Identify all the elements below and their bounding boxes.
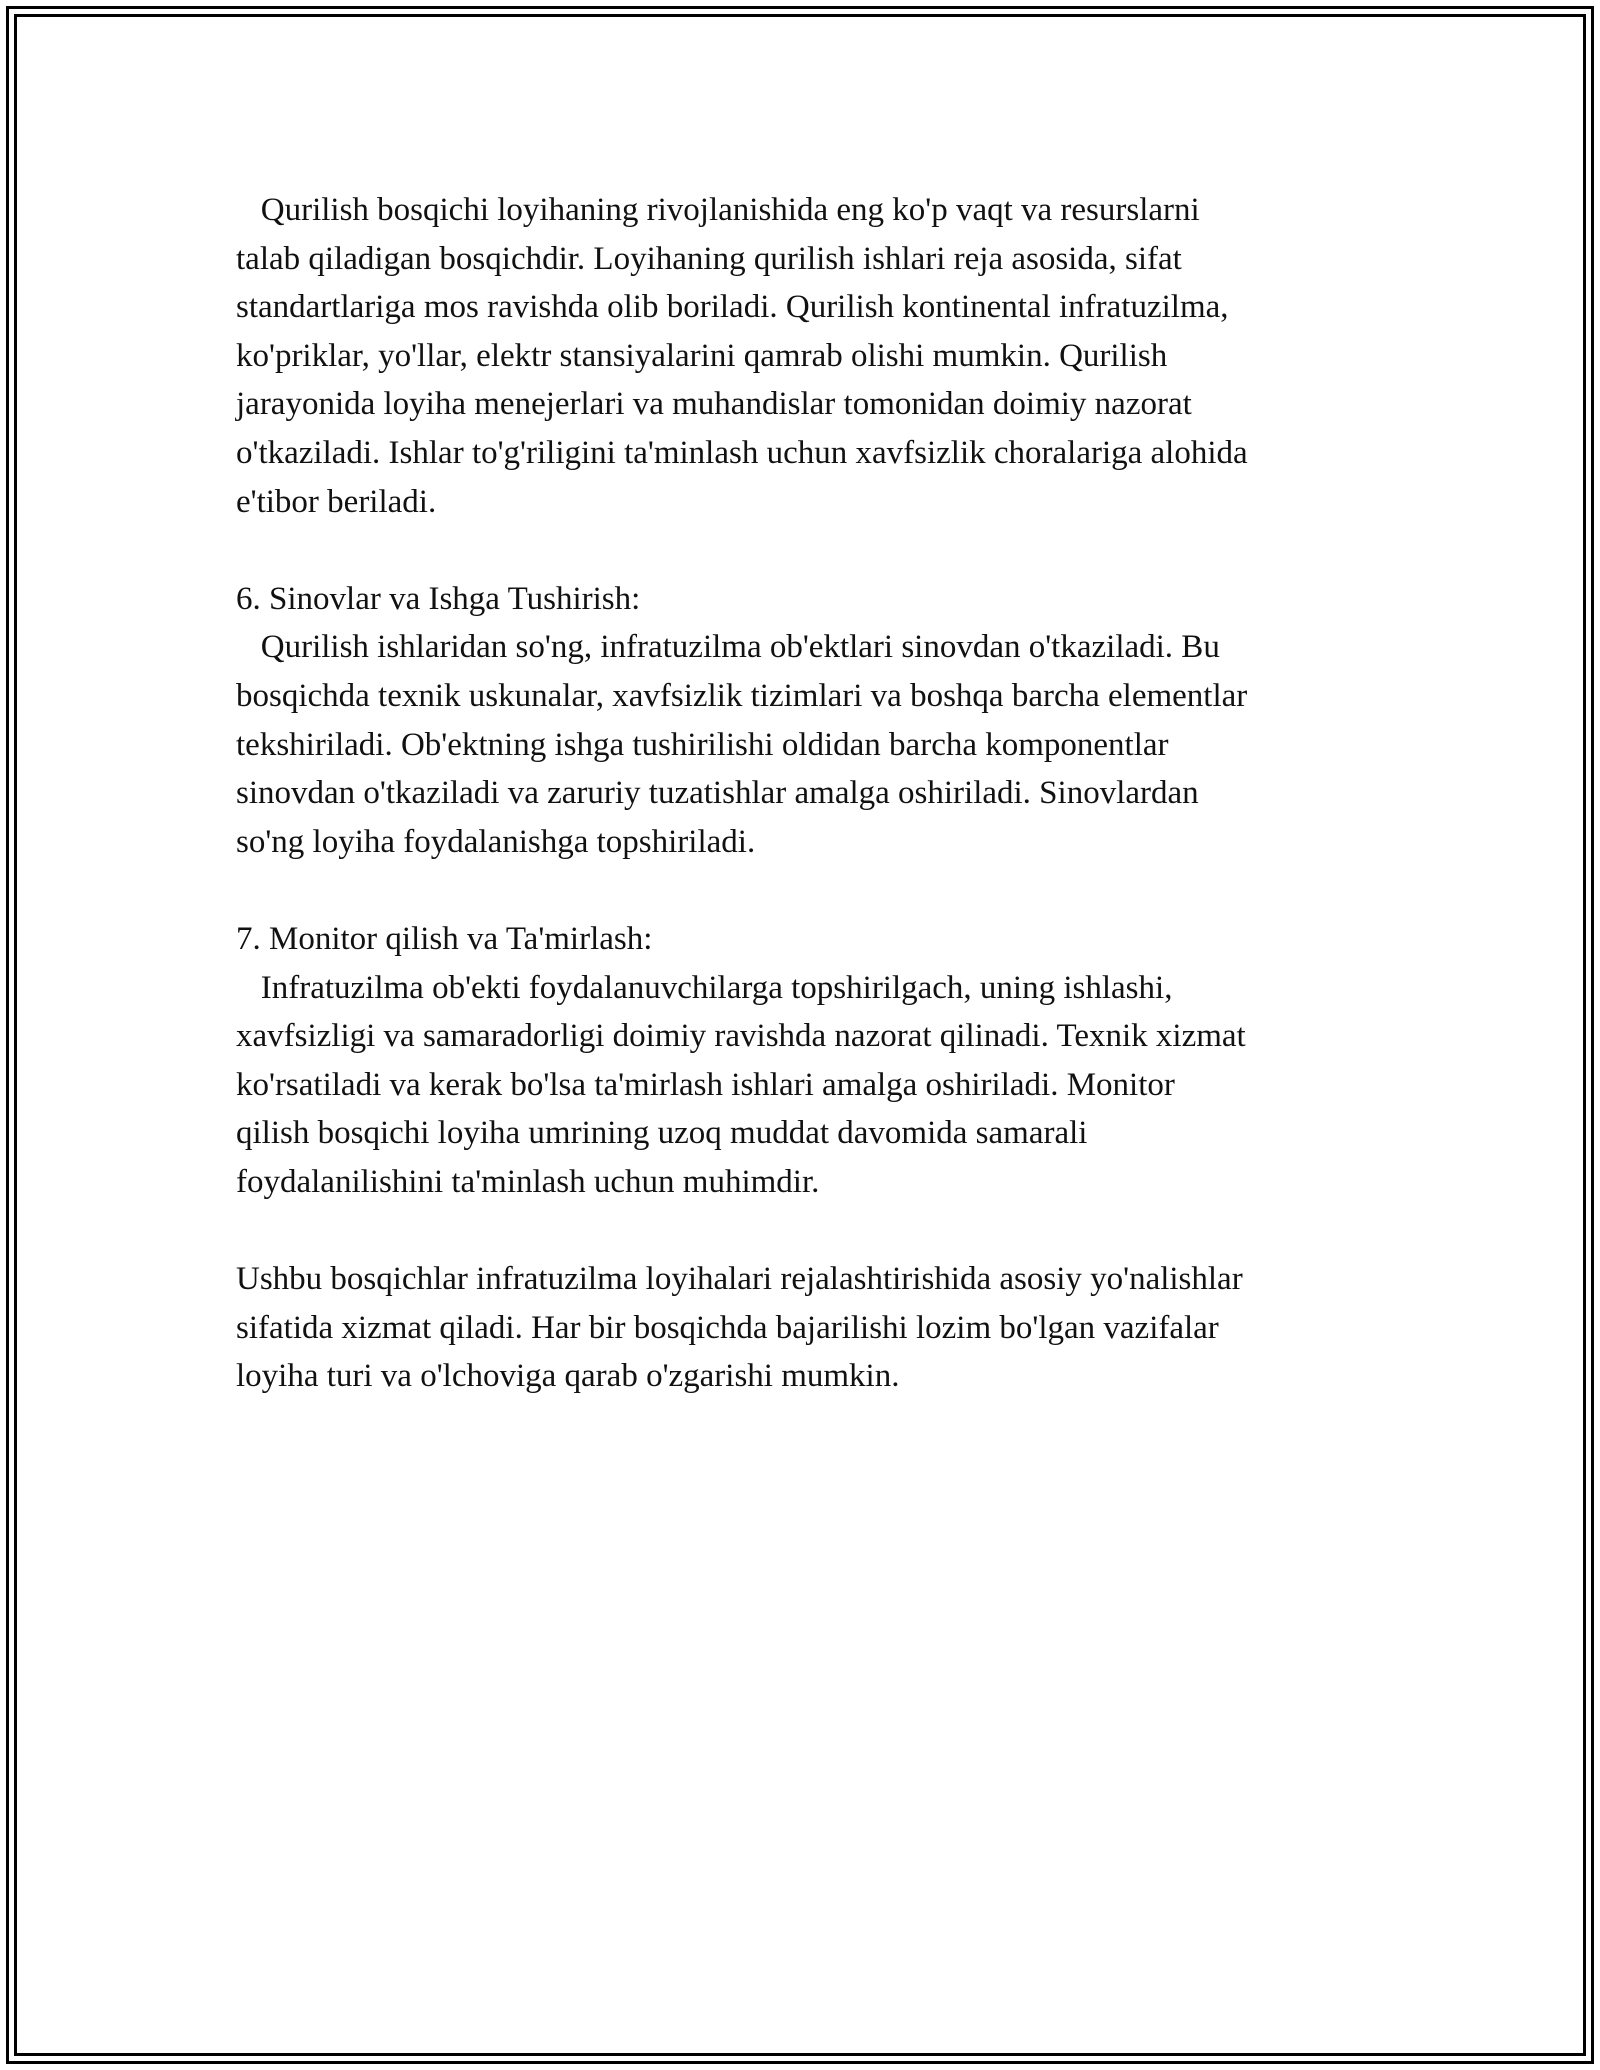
text-line: talab qiladigan bosqichdir. Loyihaning qurilish ishlari reja asosida, sifat (236, 240, 1182, 277)
section-testing (236, 575, 1366, 867)
paragraph-gap (236, 1206, 1366, 1255)
text-line: Ushbu bosqichlar infratuzilma loyihalari rejalashtirishida asosiy yo'nalishlar (236, 1261, 1243, 1298)
section-monitoring (236, 915, 1366, 1207)
text-line: Qurilish ishlaridan so'ng, infratuzilma ob'ektlari sinovdan o'tkaziladi. Bu (236, 629, 1220, 666)
text-line: standartlariga mos ravishda olib boriladi. Qurilish kontinental infratuzilma, (236, 289, 1229, 326)
paragraph-gap (236, 526, 1366, 575)
text-line: ko'priklar, yo'llar, elektr stansiyalarini qamrab olishi mumkin. Qurilish (236, 337, 1168, 374)
text-line: bosqichda texnik uskunalar, xavfsizlik tizimlari va boshqa barcha elementlar (236, 677, 1248, 714)
text-line: tekshiriladi. Ob'ektning ishga tushirilishi oldidan barcha komponentlar (236, 726, 1169, 763)
text-line: loyiha turi va o'lchoviga qarab o'zgarishi mumkin. (236, 1358, 900, 1395)
text-line: so'ng loyiha foydalanishga topshiriladi. (236, 823, 756, 860)
document-body (236, 186, 1366, 1401)
text-line: Qurilish bosqichi loyihaning rivojlanishida eng ko'p vaqt va resurslarni (236, 192, 1200, 228)
text-line: Infratuzilma ob'ekti foydalanuvchilarga topshirilgach, uning ishlashi, (236, 969, 1173, 1006)
section-heading: 6. Sinovlar va Ishga Tushirish: (236, 580, 641, 617)
paragraph-conclusion (236, 1255, 1366, 1401)
text-line: sifatida xizmat qiladi. Har bir bosqichda bajarilishi lozim bo'lgan vazifalar (236, 1309, 1219, 1346)
text-line: xavfsizligi va samaradorligi doimiy ravishda nazorat qilinadi. Texnik xizmat (236, 1018, 1246, 1055)
section-heading: 7. Monitor qilish va Ta'mirlash: (236, 920, 653, 957)
text-line: jarayonida loyiha menejerlari va muhandislar tomonidan doimiy nazorat (236, 386, 1192, 423)
text-line: o'tkaziladi. Ishlar to'g'riligini ta'minlash uchun xavfsizlik choralariga alohida (236, 434, 1248, 471)
text-line: ko'rsatiladi va kerak bo'lsa ta'mirlash ishlari amalga oshiriladi. Monitor (236, 1066, 1175, 1103)
text-line: qilish bosqichi loyiha umrining uzoq muddat davomida samarali (236, 1115, 1088, 1152)
text-line: sinovdan o'tkaziladi va zaruriy tuzatishlar amalga oshiriladi. Sinovlardan (236, 775, 1199, 812)
paragraph-construction (236, 186, 1366, 526)
paragraph-gap (236, 866, 1366, 915)
text-line: e'tibor beriladi. (236, 483, 437, 520)
text-line: foydalanilishini ta'minlash uchun muhimdir. (236, 1163, 820, 1200)
